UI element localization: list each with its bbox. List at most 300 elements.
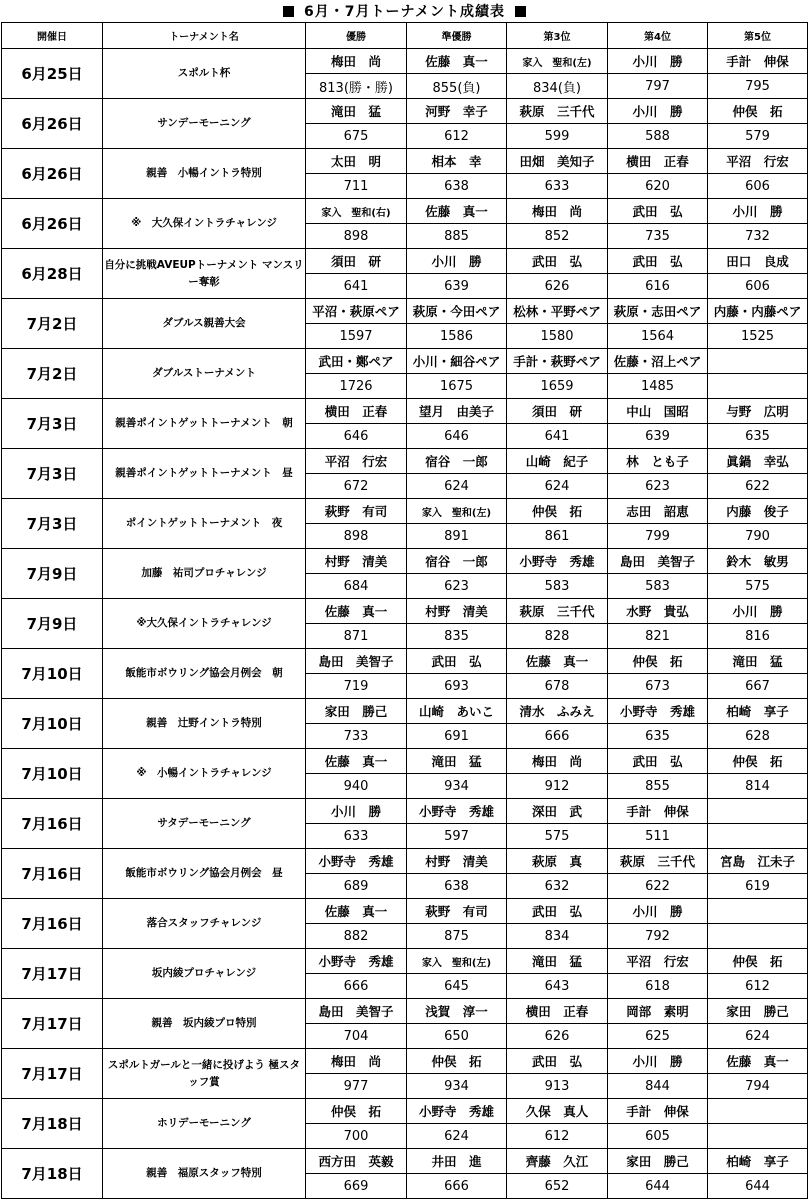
player-score: 673 [608,674,708,699]
player-name: 志田 詔恵 [608,499,708,524]
player-name: 武田・鄭ペア [306,349,407,374]
player-name: 小川 勝 [306,799,407,824]
tournament-name: ※大久保イントラチャレンジ [103,599,306,649]
player-score: 626 [507,1024,608,1049]
player-score: 816 [708,624,808,649]
player-score: 626 [507,274,608,299]
player-score: 675 [306,124,407,149]
player-score: 790 [708,524,808,549]
player-score: 891 [407,524,507,549]
tournament-name: 飯能市ボウリング協会月例会 昼 [103,849,306,899]
player-name: 萩野 有司 [306,499,407,524]
player-name: 仲俣 拓 [407,1049,507,1074]
table-row [2,699,808,724]
player-score: 575 [708,574,808,599]
player-name: 須田 研 [306,249,407,274]
player-score: 684 [306,574,407,599]
player-score: 678 [507,674,608,699]
player-name: 河野 幸子 [407,99,507,124]
player-score: 618 [608,974,708,999]
event-date: 7月2日 [2,299,103,349]
player-score: 1580 [507,324,608,349]
square-icon [283,6,294,17]
player-score: 1485 [608,374,708,399]
tournament-name: ※ 小暢イントラチャレンジ [103,749,306,799]
player-name: 佐藤 真一 [306,899,407,924]
player-name: 萩原 三千代 [608,849,708,874]
player-score: 619 [708,874,808,899]
event-date: 7月18日 [2,1149,103,1199]
player-score: 1564 [608,324,708,349]
player-name: 小川・細谷ペア [407,349,507,374]
player-score: 813(勝・勝) [306,74,407,99]
player-score: 828 [507,624,608,649]
player-name: 内藤 俊子 [708,499,808,524]
player-name: 齊藤 久江 [507,1149,608,1174]
header-date: 開催日 [2,23,103,49]
player-score: 934 [407,774,507,799]
table-row [2,1049,808,1074]
tournament-name: スポルト杯 [103,49,306,99]
table-row [2,1099,808,1124]
player-score: 612 [407,124,507,149]
player-name: 小川 勝 [608,99,708,124]
player-name [708,799,808,824]
player-score: 898 [306,524,407,549]
player-score: 667 [708,674,808,699]
player-name: 佐藤 真一 [407,199,507,224]
player-score: 1597 [306,324,407,349]
table-row [2,799,808,824]
player-score: 597 [407,824,507,849]
player-name: 宿谷 一郎 [407,549,507,574]
event-date: 7月10日 [2,649,103,699]
player-score: 623 [407,574,507,599]
player-score: 622 [708,474,808,499]
player-score: 814 [708,774,808,799]
tournament-name: 親善 坂内綾プロ特別 [103,999,306,1049]
player-name: 萩原・志田ペア [608,299,708,324]
player-name: 柏崎 享子 [708,699,808,724]
header-row [2,23,808,49]
player-score: 633 [306,824,407,849]
player-score: 606 [708,174,808,199]
tournament-name: 落合スタッフチャレンジ [103,899,306,949]
player-name: 萩野 有司 [407,899,507,924]
player-score: 624 [407,1124,507,1149]
player-score: 719 [306,674,407,699]
event-date: 7月16日 [2,799,103,849]
player-score: 650 [407,1024,507,1049]
table-row [2,199,808,224]
player-score: 633 [507,174,608,199]
tournament-name: 飯能市ボウリング協会月例会 朝 [103,649,306,699]
player-score: 652 [507,1174,608,1199]
player-name: 島田 美智子 [608,549,708,574]
player-name: 島田 美智子 [306,649,407,674]
player-score: 835 [407,624,507,649]
player-name: 佐藤 真一 [708,1049,808,1074]
player-name: 萩原 三千代 [507,599,608,624]
player-score: 912 [507,774,608,799]
table-row [2,99,808,124]
player-name: 佐藤・沼上ペア [608,349,708,374]
table-row [2,499,808,524]
event-date: 7月3日 [2,449,103,499]
player-name: 相本 幸 [407,149,507,174]
player-score: 834 [507,924,608,949]
table-row [2,899,808,924]
player-score: 821 [608,624,708,649]
player-name: 家入 聖和(左) [507,49,608,74]
player-score: 871 [306,624,407,649]
event-date: 7月17日 [2,1049,103,1099]
player-name [708,899,808,924]
table-row [2,749,808,774]
player-score: 792 [608,924,708,949]
player-name: 小川 勝 [407,249,507,274]
table-row [2,649,808,674]
player-score: 855(負) [407,74,507,99]
player-score: 623 [608,474,708,499]
table-row [2,249,808,274]
player-score: 700 [306,1124,407,1149]
table-row [2,949,808,974]
player-name: 島田 美智子 [306,999,407,1024]
player-score: 977 [306,1074,407,1099]
player-score: 861 [507,524,608,549]
player-score: 638 [407,874,507,899]
player-score: 635 [608,724,708,749]
player-name: 山崎 あいこ [407,699,507,724]
player-score: 834(負) [507,74,608,99]
player-name: 鈴木 敏男 [708,549,808,574]
player-name: 村野 清美 [407,849,507,874]
player-score: 689 [306,874,407,899]
player-score: 644 [708,1174,808,1199]
tournament-name: スポルトガールと一緒に投げよう 極スタッフ賞 [103,1049,306,1099]
player-score: 579 [708,124,808,149]
table-row [2,399,808,424]
player-score: 666 [507,724,608,749]
player-score: 583 [507,574,608,599]
player-score: 852 [507,224,608,249]
table-row [2,849,808,874]
player-name: 小野寺 秀雄 [608,699,708,724]
event-date: 7月17日 [2,949,103,999]
player-name: 武田 弘 [507,899,608,924]
player-name: 仲俣 拓 [507,499,608,524]
player-score: 583 [608,574,708,599]
player-score: 1525 [708,324,808,349]
player-score: 605 [608,1124,708,1149]
player-name: 横田 正春 [306,399,407,424]
player-name: 家田 勝己 [306,699,407,724]
player-score: 616 [608,274,708,299]
tournament-name: 自分に挑戦AVEUPトーナメント マンスリー奪彰 [103,249,306,299]
player-name: 手計・萩野ペア [507,349,608,374]
player-score: 638 [407,174,507,199]
player-name: 小野寺 秀雄 [507,549,608,574]
player-name: 平沼 行宏 [306,449,407,474]
player-score: 898 [306,224,407,249]
player-score [708,924,808,949]
table-row [2,49,808,74]
player-name: 家入 聖和(左) [407,949,507,974]
player-score: 612 [708,974,808,999]
player-score: 940 [306,774,407,799]
player-name: 滝田 猛 [708,649,808,674]
tournament-name: ダブルス親善大会 [103,299,306,349]
player-name: 小野寺 秀雄 [306,849,407,874]
player-score: 844 [608,1074,708,1099]
player-score: 934 [407,1074,507,1099]
table-row [2,599,808,624]
player-score: 882 [306,924,407,949]
player-name: 滝田 猛 [306,99,407,124]
player-score: 797 [608,74,708,99]
event-date: 7月16日 [2,899,103,949]
player-score: 632 [507,874,608,899]
player-name: 西方田 英毅 [306,1149,407,1174]
player-name: 望月 由美子 [407,399,507,424]
player-name: 水野 貴弘 [608,599,708,624]
player-score: 704 [306,1024,407,1049]
table-row [2,299,808,324]
square-icon [515,6,526,17]
player-name: 宮島 江未子 [708,849,808,874]
player-score: 624 [407,474,507,499]
player-score: 1726 [306,374,407,399]
player-name: 清水 ふみえ [507,699,608,724]
player-score: 625 [608,1024,708,1049]
player-score [708,374,808,399]
player-name: 手計 伸保 [708,49,808,74]
table-row [2,549,808,574]
player-name: 武田 弘 [507,249,608,274]
player-name: 小野寺 秀雄 [306,949,407,974]
player-name: 萩原・今田ペア [407,299,507,324]
player-score: 624 [507,474,608,499]
player-name: 滝田 猛 [507,949,608,974]
table-row [2,449,808,474]
player-name: 久保 真人 [507,1099,608,1124]
player-score: 639 [608,424,708,449]
player-name: 小川 勝 [608,1049,708,1074]
player-score: 646 [407,424,507,449]
player-score: 588 [608,124,708,149]
player-name: 仲俣 拓 [306,1099,407,1124]
event-date: 7月16日 [2,849,103,899]
event-date: 6月26日 [2,99,103,149]
player-name: 佐藤 真一 [306,599,407,624]
player-name: 眞鍋 幸弘 [708,449,808,474]
player-name: 内藤・内藤ペア [708,299,808,324]
player-name: 小野寺 秀雄 [407,799,507,824]
tournament-name: ポイントゲットトーナメント 夜 [103,499,306,549]
event-date: 7月9日 [2,549,103,599]
player-name [708,349,808,374]
player-score: 666 [306,974,407,999]
player-score: 732 [708,224,808,249]
player-name: 家入 聖和(右) [306,199,407,224]
tournament-name: 親善 小暢イントラ特別 [103,149,306,199]
player-name: 萩原 三千代 [507,99,608,124]
player-score: 644 [608,1174,708,1199]
player-name: 仲俣 拓 [708,749,808,774]
player-name: 佐藤 真一 [306,749,407,774]
player-name: 萩原 真 [507,849,608,874]
player-score: 612 [507,1124,608,1149]
player-name: 中山 国昭 [608,399,708,424]
player-score: 795 [708,74,808,99]
tournament-name: 親善ポイントゲットトーナメント 朝 [103,399,306,449]
tournament-name: 親善 辻野イントラ特別 [103,699,306,749]
player-name: 家田 勝己 [608,1149,708,1174]
player-name: 田畑 美知子 [507,149,608,174]
player-score: 672 [306,474,407,499]
player-name: 平沼・萩原ペア [306,299,407,324]
player-name: 横田 正春 [608,149,708,174]
player-name: 山崎 紀子 [507,449,608,474]
header-1st: 優勝 [306,23,407,49]
event-date: 6月26日 [2,199,103,249]
player-name: 仲俣 拓 [708,99,808,124]
player-score: 711 [306,174,407,199]
player-score: 606 [708,274,808,299]
player-score: 735 [608,224,708,249]
player-name: 梅田 尚 [306,49,407,74]
player-score: 666 [407,1174,507,1199]
player-score: 511 [608,824,708,849]
player-name: 宿谷 一郎 [407,449,507,474]
player-score: 1586 [407,324,507,349]
player-name: 武田 弘 [507,1049,608,1074]
player-name: 武田 弘 [608,749,708,774]
player-name: 岡部 素明 [608,999,708,1024]
player-score: 913 [507,1074,608,1099]
event-date: 7月17日 [2,999,103,1049]
player-name: 武田 弘 [608,249,708,274]
player-score: 628 [708,724,808,749]
player-name: 手計 伸保 [608,799,708,824]
header-3rd: 第3位 [507,23,608,49]
player-name: 佐藤 真一 [407,49,507,74]
player-name: 田口 良成 [708,249,808,274]
player-name: 須田 研 [507,399,608,424]
player-score: 1675 [407,374,507,399]
table-row [2,349,808,374]
tournament-name: 加藤 祐司プロチャレンジ [103,549,306,599]
player-score: 733 [306,724,407,749]
player-name: 小野寺 秀雄 [407,1099,507,1124]
player-name: 松林・平野ペア [507,299,608,324]
event-date: 7月10日 [2,699,103,749]
player-name: 家入 聖和(左) [407,499,507,524]
tournament-name: サタデーモーニング [103,799,306,849]
player-name: 林 とも子 [608,449,708,474]
table-row [2,1149,808,1174]
player-score: 620 [608,174,708,199]
player-name: 小川 勝 [708,599,808,624]
player-name: 手計 伸保 [608,1099,708,1124]
table-row [2,999,808,1024]
player-name: 仲俣 拓 [608,649,708,674]
player-score: 635 [708,424,808,449]
player-score: 669 [306,1174,407,1199]
player-score: 855 [608,774,708,799]
results-table [1,22,808,1199]
player-score [708,824,808,849]
player-score: 641 [306,274,407,299]
player-name: 滝田 猛 [407,749,507,774]
page-title-text: 6月・7月トーナメント成績表 [304,4,505,20]
header-5th: 第5位 [708,23,808,49]
page-title [0,0,809,22]
player-name: 佐藤 真一 [507,649,608,674]
player-score: 641 [507,424,608,449]
player-name: 横田 正春 [507,999,608,1024]
tournament-name: ※ 大久保イントラチャレンジ [103,199,306,249]
player-name: 柏崎 享子 [708,1149,808,1174]
tournament-name: ホリデーモーニング [103,1099,306,1149]
player-name: 梅田 尚 [507,749,608,774]
player-name: 梅田 尚 [507,199,608,224]
player-score: 645 [407,974,507,999]
player-name: 小川 勝 [608,899,708,924]
event-date: 6月26日 [2,149,103,199]
player-name: 小川 勝 [708,199,808,224]
event-date: 7月3日 [2,399,103,449]
header-2nd: 準優勝 [407,23,507,49]
player-score: 693 [407,674,507,699]
player-name: 家田 勝己 [708,999,808,1024]
player-name: 与野 広明 [708,399,808,424]
player-name: 平沼 行宏 [708,149,808,174]
player-score: 794 [708,1074,808,1099]
player-name: 井田 進 [407,1149,507,1174]
player-name: 平沼 行宏 [608,949,708,974]
event-date: 6月28日 [2,249,103,299]
player-name: 村野 清美 [306,549,407,574]
player-score: 691 [407,724,507,749]
tournament-name: 坂内綾プロチャレンジ [103,949,306,999]
player-name: 浅賀 淳一 [407,999,507,1024]
player-name: 仲俣 拓 [708,949,808,974]
player-name: 深田 武 [507,799,608,824]
header-4th: 第4位 [608,23,708,49]
event-date: 7月18日 [2,1099,103,1149]
player-name: 太田 明 [306,149,407,174]
event-date: 7月10日 [2,749,103,799]
player-score: 646 [306,424,407,449]
tournament-name: 親善 福原スタッフ特別 [103,1149,306,1199]
table-row [2,149,808,174]
player-name: 梅田 尚 [306,1049,407,1074]
player-score: 1659 [507,374,608,399]
player-score: 643 [507,974,608,999]
player-name [708,1099,808,1124]
player-score: 799 [608,524,708,549]
player-score: 875 [407,924,507,949]
player-name: 村野 清美 [407,599,507,624]
player-score: 639 [407,274,507,299]
event-date: 7月2日 [2,349,103,399]
player-name: 小川 勝 [608,49,708,74]
player-name: 武田 弘 [407,649,507,674]
tournament-name: ダブルストーナメント [103,349,306,399]
tournament-name: サンデーモーニング [103,99,306,149]
